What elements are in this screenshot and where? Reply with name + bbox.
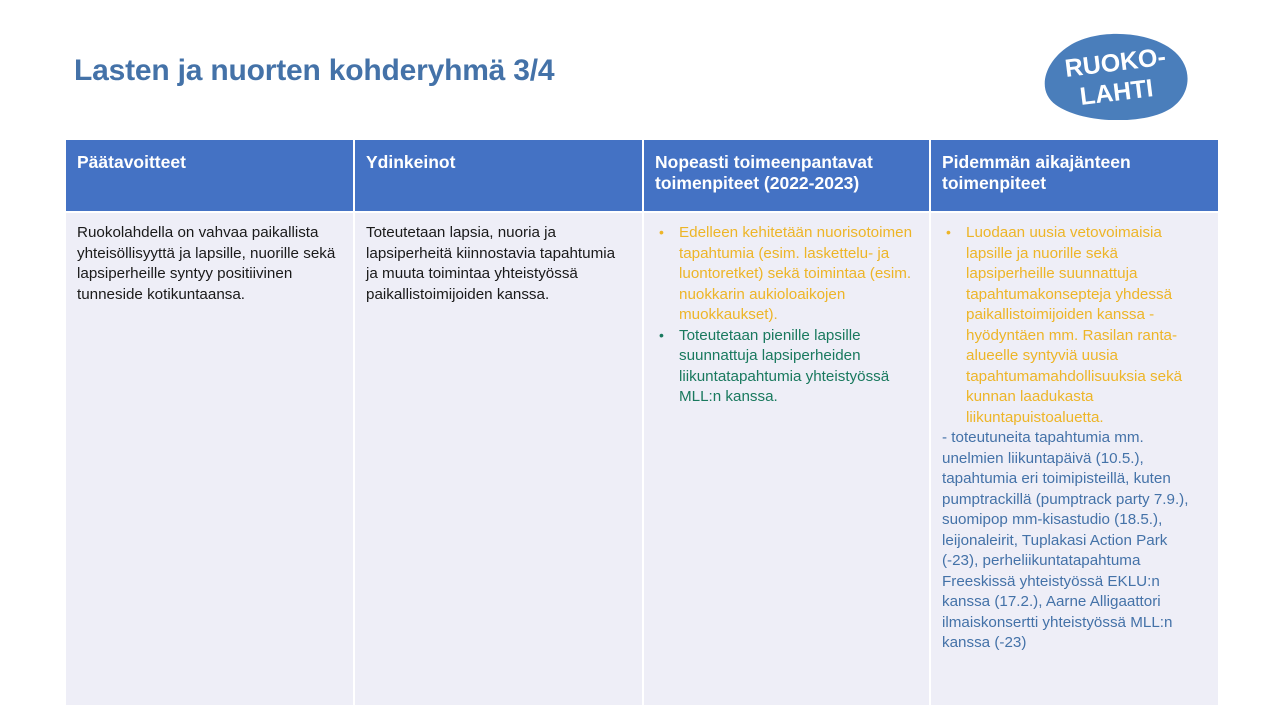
cell-paragraph-tail: - toteutuneita tapahtumia mm. unelmien liikuntapäivä (10.5.), tapahtumia eri toimipisteillä, kuten pumptrackillä (pumptrack party 7.9.), suomipop mm-kisastudio (18.5.), leijonaleirit, Tuplakasi Action Park (-23), perheliikuntatapahtuma Freeskissä yhteistyössä EKLU:n kanssa (17.2.), Aarne Alligaattori ilmaiskonsertti yhteistyössä MLL:n kanssa (-23) — [942, 429, 1189, 652]
table-column-4 — [931, 140, 1218, 705]
column-header-ydinkeinot: Ydinkeinot — [355, 140, 642, 211]
table-column-1 — [66, 140, 353, 705]
logo-text-line1: RUOKO- — [1063, 42, 1168, 83]
ruokolahti-logo — [1034, 32, 1198, 120]
list-item: • Edelleen kehitetään nuorisotoimen tapahtumia (esim. laskettelu- ja luontoretket) sekä toimintaa (esim. nuokkarin aukioloaikojen muokkaukset). — [655, 223, 917, 326]
page-title: Lasten ja nuorten kohderyhmä 3/4 — [74, 54, 555, 87]
bullet-list — [942, 223, 1206, 428]
table-cell-nopeasti-toimeenpantavat — [644, 213, 929, 705]
column-header-paatavoitteet: Päätavoitteet — [66, 140, 353, 211]
objectives-table — [66, 140, 1218, 705]
table-cell-ydinkeinot — [355, 213, 642, 705]
cell-paragraph: Ruokolahdella on vahvaa paikallista yhteisöllisyyttä ja lapsille, nuorille sekä lapsiperheille syntyy positiivinen tunneside kotikuntaansa. — [77, 224, 336, 303]
bullet-list — [655, 223, 917, 408]
table-column-2 — [355, 140, 642, 705]
cell-paragraph: Toteutetaan lapsia, nuoria ja lapsiperheitä kiinnostavia tapahtumia ja muuta toimintaa yhteistyössä paikallistoimijoiden kanssa. — [366, 224, 616, 303]
table-cell-pidemman-aikajanteen — [931, 213, 1218, 705]
list-item: • Luodaan uusia vetovoimaisia lapsille ja nuorille sekä lapsiperheille suunnattuja tapahtumakonsepteja yhdessä paikallistoimijoiden kanssa - hyödyntäen mm. Rasilan ranta-alueelle syntyviä uusia tapahtumamahdollisuuksia sekä kunnan laadukasta liikuntapuistoaluetta. — [942, 223, 1206, 428]
table-column-3 — [644, 140, 929, 705]
logo-text-line2: LAHTI — [1078, 74, 1155, 111]
column-header-nopeasti-toimeenpantavat: Nopeasti toimeenpantavat toimenpiteet (2022-2023) — [644, 140, 929, 211]
table-cell-paatavoitteet — [66, 213, 353, 705]
column-header-pidemman-aikajanteen: Pidemmän aikajänteen toimenpiteet — [931, 140, 1218, 211]
list-item: • Toteutetaan pienille lapsille suunnattuja lapsiperheiden liikuntatapahtumia yhteistyössä MLL:n kanssa. — [655, 326, 917, 408]
